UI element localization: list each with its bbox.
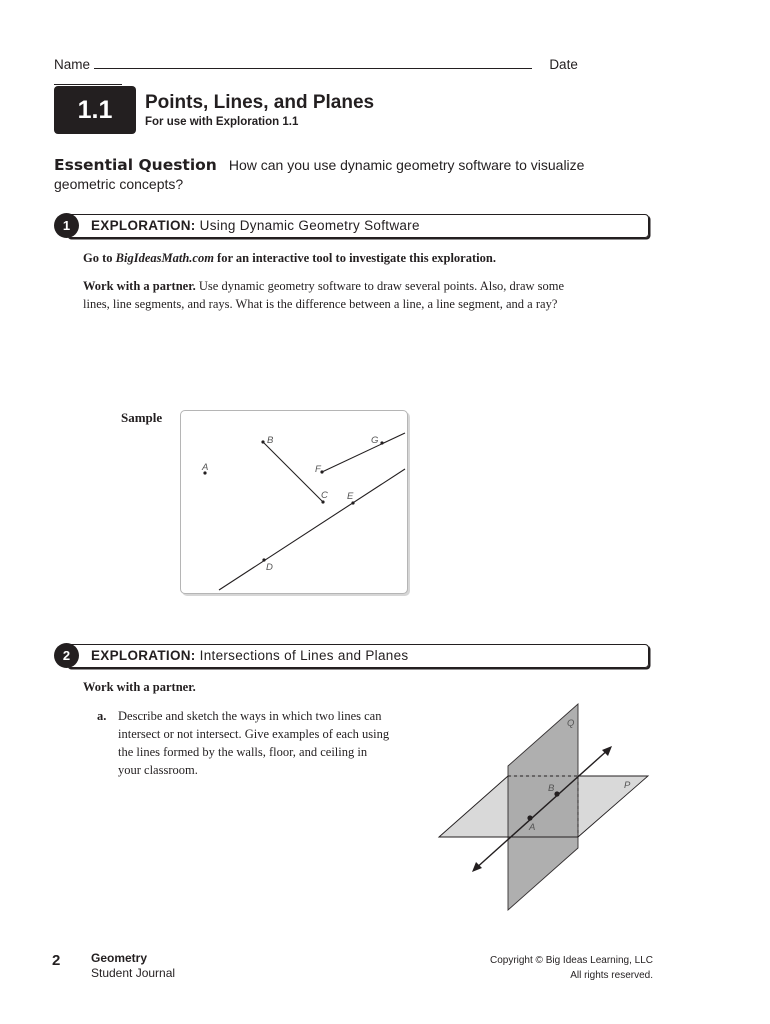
label-p: P [624, 780, 631, 791]
section-number-badge: 1.1 [54, 86, 136, 134]
goto-prefix: Go to [83, 251, 113, 265]
ray-fg [322, 433, 405, 472]
section-title: Points, Lines, and Planes [145, 92, 375, 113]
sample-geometry-svg [181, 411, 407, 593]
exploration-2-title-row [91, 648, 408, 663]
exploration-1-heading: EXPLORATION: [91, 218, 196, 233]
name-field[interactable] [94, 56, 532, 69]
exploration-2-partner: Work with a partner. [83, 680, 196, 694]
exploration-2-heading: EXPLORATION: [91, 648, 196, 663]
date-field[interactable] [54, 72, 122, 85]
label-d: D [266, 562, 273, 573]
intersecting-planes-figure [430, 700, 660, 915]
exploration-1-number: 1 [54, 213, 79, 238]
book-title: Geometry [91, 951, 148, 965]
website-link[interactable]: BigIdeasMath.com [115, 251, 214, 265]
date-label: Date [549, 57, 578, 72]
footer-book [91, 951, 175, 981]
name-date-row [54, 56, 648, 88]
point-b-fig [554, 791, 559, 796]
exploration-1-title: Using Dynamic Geometry Software [199, 218, 420, 233]
essential-question-text: How can you use dynamic geometry software to visualize geometric concepts? [54, 157, 585, 192]
goto-suffix: for an interactive tool to investigate this exploration. [217, 251, 496, 265]
exploration-1-instructions [83, 277, 583, 313]
sample-label: Sample [121, 410, 163, 425]
segment-bc [263, 442, 323, 502]
exploration-1-title-row [91, 218, 420, 233]
label-c: C [321, 490, 328, 501]
label-e: E [347, 491, 354, 502]
sample-figure [180, 410, 408, 594]
label-a-fig: A [529, 822, 536, 833]
point-f [320, 470, 323, 473]
label-f: F [315, 464, 321, 475]
partner-text: Use dynamic geometry software to draw several points. Also, draw some lines, line segments, and rays. What is the difference between a line, a line segment, and a ray? [83, 279, 565, 311]
point-g [380, 441, 383, 444]
name-label: Name [54, 57, 91, 72]
label-q: Q [567, 718, 575, 729]
exploration-2-number: 2 [54, 643, 79, 668]
plane-q [508, 704, 578, 910]
rights-text: All rights reserved. [570, 970, 653, 981]
essential-question-label: Essential Question [54, 156, 217, 174]
section-subtitle: For use with Exploration 1.1 [145, 116, 299, 128]
part-a-text: Describe and sketch the ways in which two lines can intersect or not intersect. Give examples of each using the lines formed by the walls, floor, and ceiling in your classroom. [118, 709, 390, 777]
point-b [261, 440, 264, 443]
essential-question [54, 156, 614, 194]
line-de [219, 469, 405, 590]
exploration-2-title: Intersections of Lines and Planes [199, 648, 409, 663]
exploration-1-goto [83, 249, 643, 267]
point-a-fig [527, 815, 532, 820]
part-a-label: a. [97, 709, 107, 723]
footer-copyright [430, 953, 653, 983]
copyright-text: Copyright © Big Ideas Learning, LLC [489, 955, 653, 966]
label-g: G [371, 435, 379, 446]
page-number: 2 [52, 952, 61, 969]
book-subtitle: Student Journal [91, 966, 176, 980]
label-b: B [267, 435, 274, 446]
label-b-fig: B [548, 783, 555, 794]
label-a: A [202, 462, 209, 473]
partner-label: Work with a partner. [83, 279, 196, 293]
